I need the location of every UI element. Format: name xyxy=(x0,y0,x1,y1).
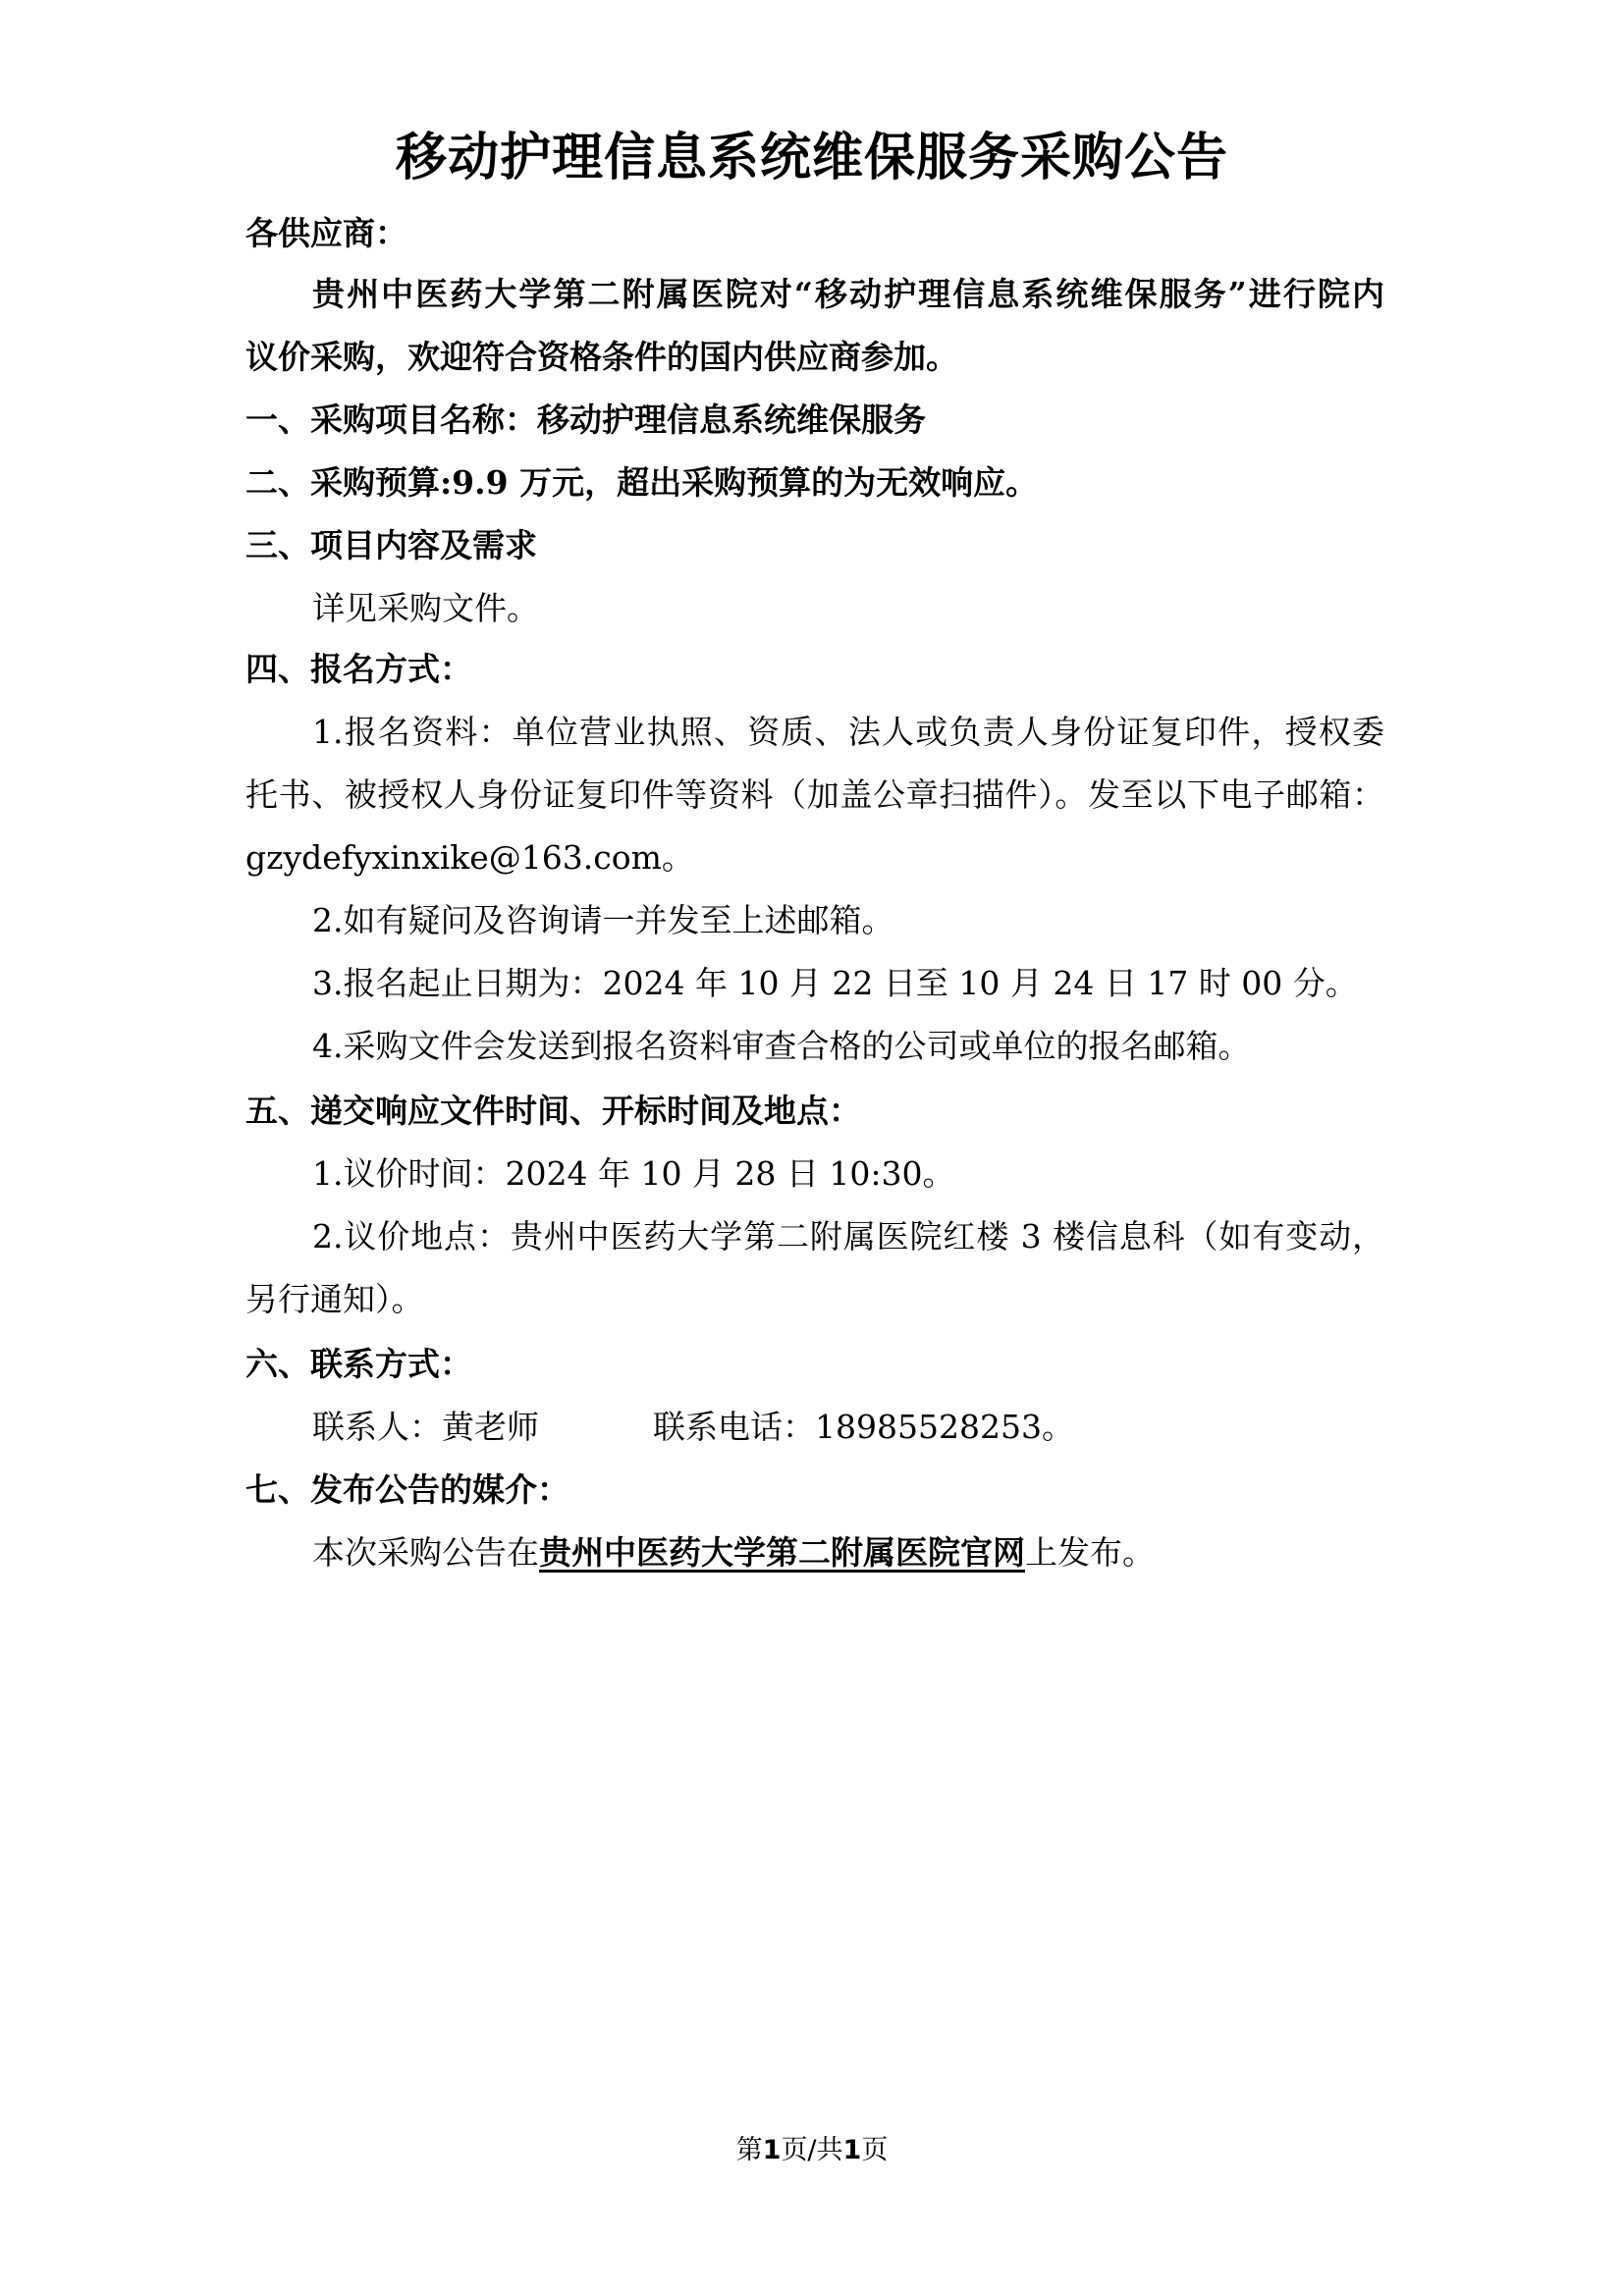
section-1-project-name: 一、采购项目名称：移动护理信息系统维保服务 xyxy=(245,400,926,439)
section-6-heading: 六、联系方式： xyxy=(245,1345,472,1383)
section-7-heading: 七、发布公告的媒介： xyxy=(245,1470,569,1509)
section-3-text: 详见采购文件。 xyxy=(312,589,539,627)
section-4-item-3: 3.报名起止日期为：2024 年 10 月 22 日至 10 月 24 日 17 时 00 分。 xyxy=(312,964,1358,1002)
footer-suffix: 页 xyxy=(861,2135,889,2165)
contact-phone: 联系电话：18985528253。 xyxy=(653,1408,1074,1446)
section-5-item-1: 1.议价时间：2024 年 10 月 28 日 10:30。 xyxy=(312,1154,955,1193)
section-4-item-2: 2.如有疑问及咨询请一并发至上述邮箱。 xyxy=(312,901,894,939)
section-4-item-1-line-2: 托书、被授权人身份证复印件等资料（加盖公章扫描件）。发至以下电子邮箱： xyxy=(245,775,1384,814)
section-3-heading: 三、项目内容及需求 xyxy=(245,526,537,564)
section-4-item-1-line-1: 1.报名资料：单位营业执照、资质、法人或负责人身份证复印件，授权委 xyxy=(312,713,1384,751)
section-7-text-after: 上发布。 xyxy=(1025,1533,1155,1572)
hospital-website-link[interactable]: 贵州中医药大学第二附属医院官网 xyxy=(539,1533,1025,1572)
section-6-contact-line xyxy=(312,1406,1384,1449)
section-7-text-before: 本次采购公告在 xyxy=(312,1533,539,1572)
section-4-heading: 四、报名方式： xyxy=(245,650,472,688)
footer-page-number: 1 xyxy=(762,2135,782,2165)
section-5-heading: 五、递交响应文件时间、开标时间及地点： xyxy=(245,1092,861,1130)
section-7-text xyxy=(312,1531,1384,1575)
intro-line-1: 贵州中医药大学第二附属医院对“移动护理信息系统维保服务”进行院内 xyxy=(312,275,1384,313)
page-title: 移动护理信息系统维保服务采购公告 xyxy=(395,128,1228,187)
section-5-item-2-line-1: 2.议价地点：贵州中医药大学第二附属医院红楼 3 楼信息科（如有变动， xyxy=(312,1217,1384,1255)
footer-prefix: 第 xyxy=(735,2135,763,2165)
section-2-budget: 二、采购预算:9.9 万元，超出采购预算的为无效响应。 xyxy=(245,463,1039,502)
intro-line-2: 议价采购，欢迎符合资格条件的国内供应商参加。 xyxy=(245,338,958,376)
greeting: 各供应商： xyxy=(245,214,407,252)
contact-person: 联系人：黄老师 xyxy=(312,1408,539,1446)
section-4-item-4: 4.采购文件会发送到报名资料审查合格的公司或单位的报名邮箱。 xyxy=(312,1027,1251,1065)
section-5-item-2-line-2: 另行通知）。 xyxy=(245,1280,424,1318)
signup-email: gzydefyxinxike@163.com。 xyxy=(245,838,694,877)
footer-mid: 页/共 xyxy=(781,2135,843,2165)
page-footer xyxy=(0,2128,1624,2166)
footer-total-pages: 1 xyxy=(842,2135,862,2165)
